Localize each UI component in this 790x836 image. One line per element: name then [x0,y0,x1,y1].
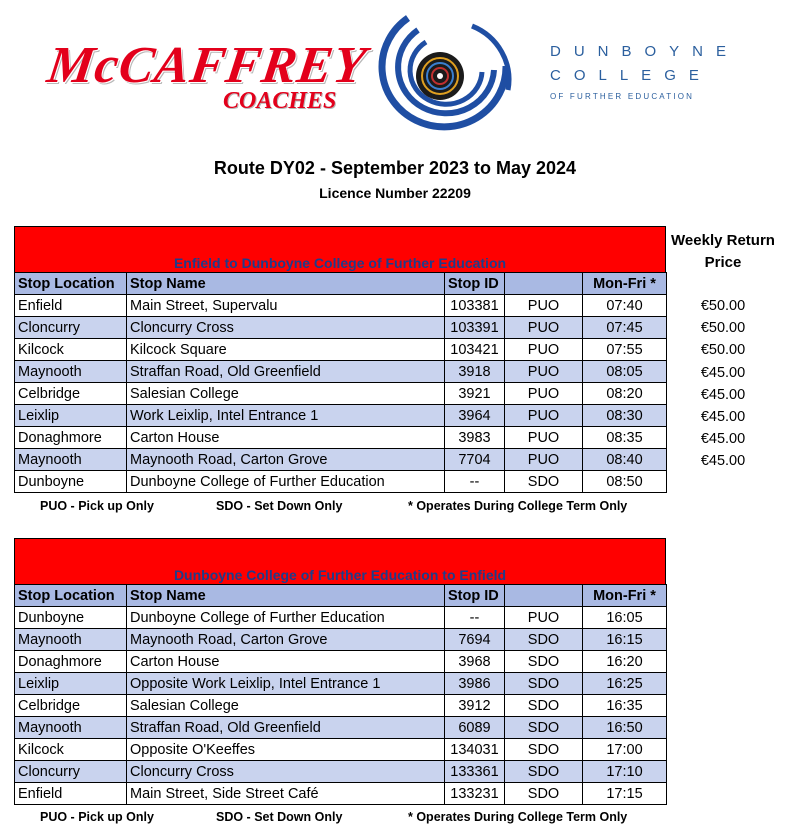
cell-stop-location: Donaghmore [15,427,127,449]
cell-time: 08:35 [583,427,667,449]
college-logo-line1: DUNBOYNE [550,43,740,60]
dunboyne-college-logo [550,40,740,101]
cell-stop-id: 3921 [445,383,505,405]
cell-stop-type: SDO [505,629,583,651]
cell-stop-type: PUO [505,361,583,383]
cell-time: 07:55 [583,339,667,361]
col-mon-fri: Mon-Fri * [583,273,667,295]
cell-time: 08:30 [583,405,667,427]
cell-stop-type: SDO [505,695,583,717]
table-row [15,471,667,493]
cell-stop-id: 103421 [445,339,505,361]
cell-stop-type: SDO [505,739,583,761]
cell-stop-id: 7694 [445,629,505,651]
cell-stop-type: PUO [505,427,583,449]
cell-stop-location: Enfield [15,295,127,317]
legend-puo: PUO - Pick up Only [40,499,154,513]
cell-stop-name: Cloncurry Cross [127,761,445,783]
table-row [15,739,667,761]
cell-stop-id: 3964 [445,405,505,427]
legend-term: * Operates During College Term Only [408,810,628,824]
cell-stop-id: 3983 [445,427,505,449]
cell-stop-location: Maynooth [15,629,127,651]
cell-stop-location: Cloncurry [15,317,127,339]
cell-stop-name: Work Leixlip, Intel Entrance 1 [127,405,445,427]
cell-stop-type: SDO [505,783,583,805]
table-header-row [15,273,667,295]
cell-stop-id: 133231 [445,783,505,805]
weekly-price: €45.00 [700,431,746,448]
cell-stop-type: PUO [505,295,583,317]
weekly-price: €50.00 [700,320,746,337]
cell-stop-type: SDO [505,651,583,673]
cell-time: 07:45 [583,317,667,339]
cell-stop-location: Dunboyne [15,471,127,493]
cell-stop-id: 7704 [445,449,505,471]
cell-stop-name: Straffan Road, Old Greenfield [127,361,445,383]
cell-stop-location: Donaghmore [15,651,127,673]
cell-stop-name: Dunboyne College of Further Education [127,607,445,629]
col-stop-id: Stop ID [445,585,505,607]
cell-stop-type: PUO [505,449,583,471]
college-swirl-logo-icon [368,6,518,136]
cell-stop-type: PUO [505,405,583,427]
cell-stop-id: 133361 [445,761,505,783]
col-stop-id: Stop ID [445,273,505,295]
route-title: Route DY02 - September 2023 to May 2024 [213,158,577,178]
cell-stop-id: 3968 [445,651,505,673]
cell-stop-id: -- [445,607,505,629]
cell-time: 17:10 [583,761,667,783]
cell-stop-location: Leixlip [15,673,127,695]
cell-time: 16:20 [583,651,667,673]
weekly-return-price-header: Weekly Return Price [671,232,775,271]
cell-stop-type: SDO [505,717,583,739]
table-row [15,339,667,361]
cell-stop-type: PUO [505,607,583,629]
col-stop-name: Stop Name [127,585,445,607]
cell-time: 16:25 [583,673,667,695]
table-row [15,317,667,339]
cell-stop-location: Dunboyne [15,607,127,629]
table-row [15,607,667,629]
cell-stop-type: PUO [505,339,583,361]
cell-stop-name: Salesian College [127,383,445,405]
cell-stop-id: 103391 [445,317,505,339]
col-stop-location: Stop Location [15,585,127,607]
cell-time: 08:50 [583,471,667,493]
cell-stop-location: Maynooth [15,717,127,739]
cell-time: 07:40 [583,295,667,317]
cell-time: 17:15 [583,783,667,805]
col-type [505,585,583,607]
table-row [15,629,667,651]
cell-time: 16:05 [583,607,667,629]
table-row [15,361,667,383]
table-row [15,405,667,427]
mccaffrey-coaches-logo [18,10,371,130]
cell-stop-location: Leixlip [15,405,127,427]
table-row [15,651,667,673]
table-row [15,295,667,317]
cell-stop-name: Main Street, Supervalu [127,295,445,317]
cell-time: 08:40 [583,449,667,471]
cell-stop-name: Opposite O'Keeffes [127,739,445,761]
cell-stop-location: Kilcock [15,339,127,361]
col-stop-name: Stop Name [127,273,445,295]
table-row [15,783,667,805]
cell-stop-id: 134031 [445,739,505,761]
col-type [505,273,583,295]
cell-stop-name: Cloncurry Cross [127,317,445,339]
cell-stop-id: 6089 [445,717,505,739]
cell-stop-id: 3986 [445,673,505,695]
cell-stop-location: Celbridge [15,695,127,717]
cell-stop-location: Maynooth [15,449,127,471]
cell-stop-name: Straffan Road, Old Greenfield [127,717,445,739]
college-logo-line3: OF FURTHER EDUCATION [550,92,695,101]
table-row [15,673,667,695]
table-row [15,383,667,405]
cell-stop-name: Maynooth Road, Carton Grove [127,629,445,651]
table-row [15,761,667,783]
cell-stop-id: 3918 [445,361,505,383]
cell-stop-type: SDO [505,761,583,783]
cell-stop-type: SDO [505,471,583,493]
table-row [15,717,667,739]
inbound-timetable [14,538,666,805]
legend-term: * Operates During College Term Only [408,499,628,513]
table-row [15,695,667,717]
legend-puo: PUO - Pick up Only [40,810,154,824]
weekly-price: €45.00 [700,364,746,381]
college-logo-line2: COLLEGE [550,67,712,84]
cell-stop-name: Maynooth Road, Carton Grove [127,449,445,471]
table-row [15,449,667,471]
cell-stop-id: 103381 [445,295,505,317]
cell-stop-name: Main Street, Side Street Café [127,783,445,805]
cell-time: 16:15 [583,629,667,651]
page-header [0,0,790,150]
col-stop-location: Stop Location [15,273,127,295]
outbound-timetable [14,226,666,493]
outbound-banner: Enfield to Dunboyne College of Further Education [14,226,666,272]
inbound-table [14,584,667,805]
cell-stop-name: Carton House [127,651,445,673]
cell-stop-location: Kilcock [15,739,127,761]
cell-stop-location: Maynooth [15,361,127,383]
cell-time: 17:00 [583,739,667,761]
legend-sdo: SDO - Set Down Only [216,810,343,824]
inbound-banner: Dunboyne College of Further Education to Enfield [14,538,666,584]
cell-stop-name: Opposite Work Leixlip, Intel Entrance 1 [127,673,445,695]
outbound-table [14,272,667,493]
cell-stop-location: Celbridge [15,383,127,405]
cell-time: 08:05 [583,361,667,383]
cell-stop-name: Kilcock Square [127,339,445,361]
cell-stop-location: Cloncurry [15,761,127,783]
table-header-row [15,585,667,607]
weekly-price: €45.00 [700,453,746,470]
cell-time: 16:35 [583,695,667,717]
cell-stop-name: Dunboyne College of Further Education [127,471,445,493]
weekly-price: €50.00 [700,342,746,359]
cell-stop-id: 3912 [445,695,505,717]
licence-number: Licence Number 22209 [319,185,471,201]
cell-stop-type: SDO [505,673,583,695]
cell-stop-name: Carton House [127,427,445,449]
cell-time: 16:50 [583,717,667,739]
legend-sdo: SDO - Set Down Only [216,499,343,513]
weekly-price: €45.00 [700,408,746,425]
logo-brand-sub: COACHES [223,88,337,114]
logo-brand-main: McCAFFREY [43,37,371,94]
cell-stop-type: PUO [505,383,583,405]
weekly-price-column [668,295,778,473]
weekly-price: €50.00 [700,298,746,314]
table-row [15,427,667,449]
cell-stop-name: Salesian College [127,695,445,717]
cell-time: 08:20 [583,383,667,405]
cell-stop-type: PUO [505,317,583,339]
cell-stop-id: -- [445,471,505,493]
col-mon-fri: Mon-Fri * [583,585,667,607]
weekly-price: €45.00 [700,386,746,403]
cell-stop-location: Enfield [15,783,127,805]
